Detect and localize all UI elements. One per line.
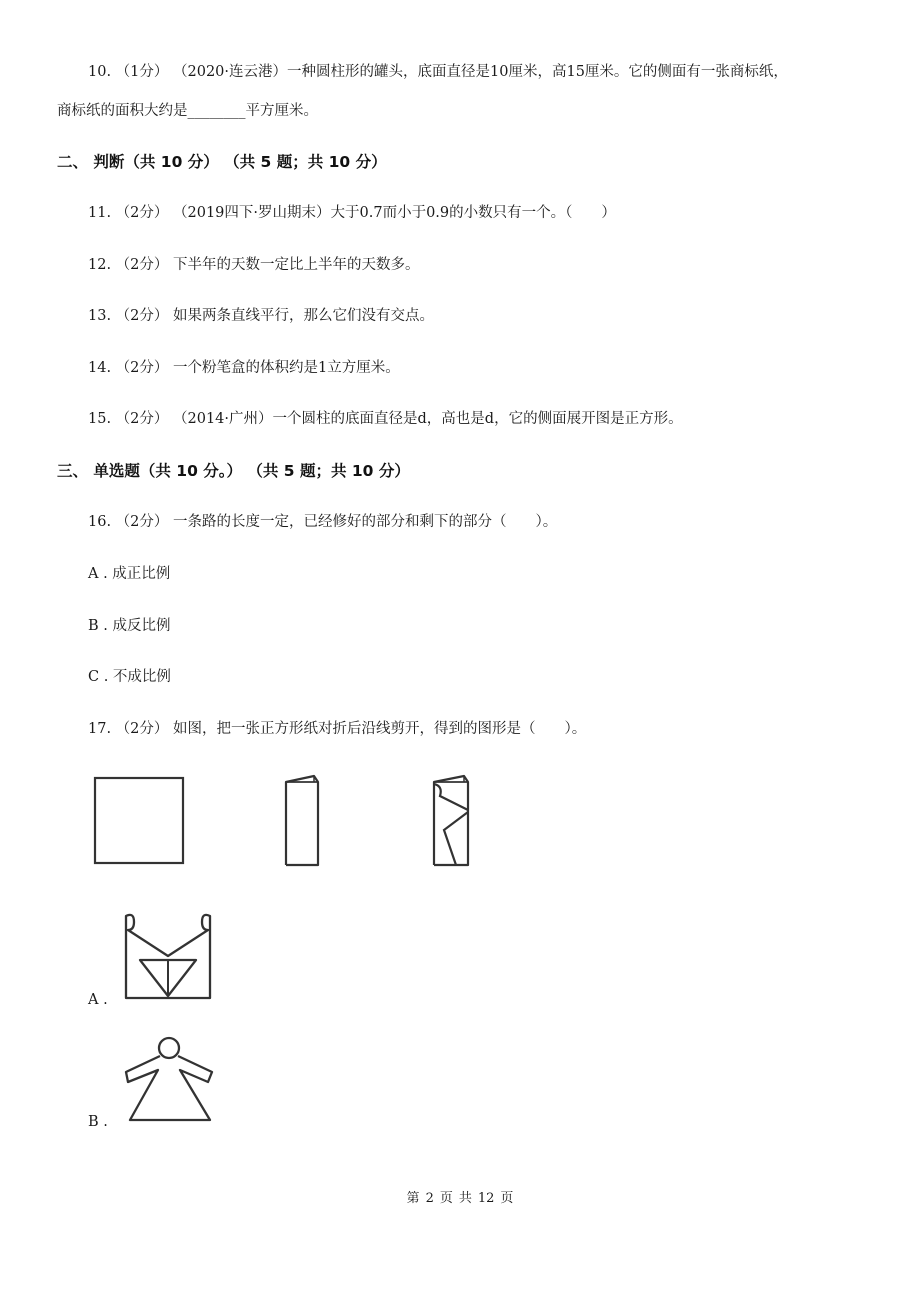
q17-option-a-label[interactable]: A . (88, 992, 108, 1008)
section3-title: 三、 单选题（共 10 分。） （共 5 题；共 10 分） (57, 462, 410, 480)
footer-page-number: 2 (425, 1191, 434, 1206)
q16-option-a[interactable]: A . 成正比例 (88, 566, 171, 582)
footer-ye: 页 (439, 1191, 453, 1206)
footer-total-pages: 12 (477, 1191, 495, 1206)
footer-gong: 共 (458, 1191, 472, 1206)
q13: 13. （2分） 如果两条直线平行，那么它们没有交点。 (88, 308, 435, 324)
square-paper-figure (92, 775, 188, 869)
q17-option-b-figure[interactable] (118, 1034, 218, 1126)
q17-stem: 17. （2分） 如图，把一张正方形纸对折后沿线剪开，得到的图形是（ ）。 (88, 721, 587, 737)
folded-paper-figure (280, 770, 330, 870)
q10-line2 (57, 101, 318, 121)
q11: 11. （2分） （2019四下·罗山期末）大于0.7而小于0.9的小数只有一个。（ ） (88, 205, 616, 221)
q10-text-before: 商标纸的面积大约是 (57, 103, 188, 119)
section2-title: 二、 判断（共 10 分） （共 5 题；共 10 分） (57, 153, 387, 171)
page-footer (0, 1190, 920, 1208)
q14: 14. （2分） 一个粉笔盒的体积约是1立方厘米。 (88, 360, 400, 376)
q10-answer-blank[interactable]: ________ (187, 103, 246, 119)
q16-stem: 16. （2分） 一条路的长度一定，已经修好的部分和剩下的部分（ ）。 (88, 514, 558, 530)
q16-option-c[interactable]: C . 不成比例 (88, 669, 171, 685)
q16-option-b[interactable]: B . 成反比例 (88, 618, 171, 634)
cut-folded-paper-figure (428, 770, 484, 870)
q15: 15. （2分） （2014·广州）一个圆柱的底面直径是d，高也是d，它的侧面展开图是正方形。 (88, 411, 683, 427)
footer-ye-2: 页 (500, 1191, 514, 1206)
q10-text-after: 平方厘米。 (245, 103, 318, 119)
q10-line1: 10. （1分） （2020·连云港）一种圆柱形的罐头，底面直径是10厘米，高15厘米。它的侧面有一张商标纸， (88, 64, 788, 80)
q17-option-b-label[interactable]: B . (88, 1114, 108, 1130)
footer-di: 第 (406, 1191, 420, 1206)
q17-option-a-figure[interactable] (118, 908, 218, 1004)
q12: 12. （2分） 下半年的天数一定比上半年的天数多。 (88, 257, 420, 273)
